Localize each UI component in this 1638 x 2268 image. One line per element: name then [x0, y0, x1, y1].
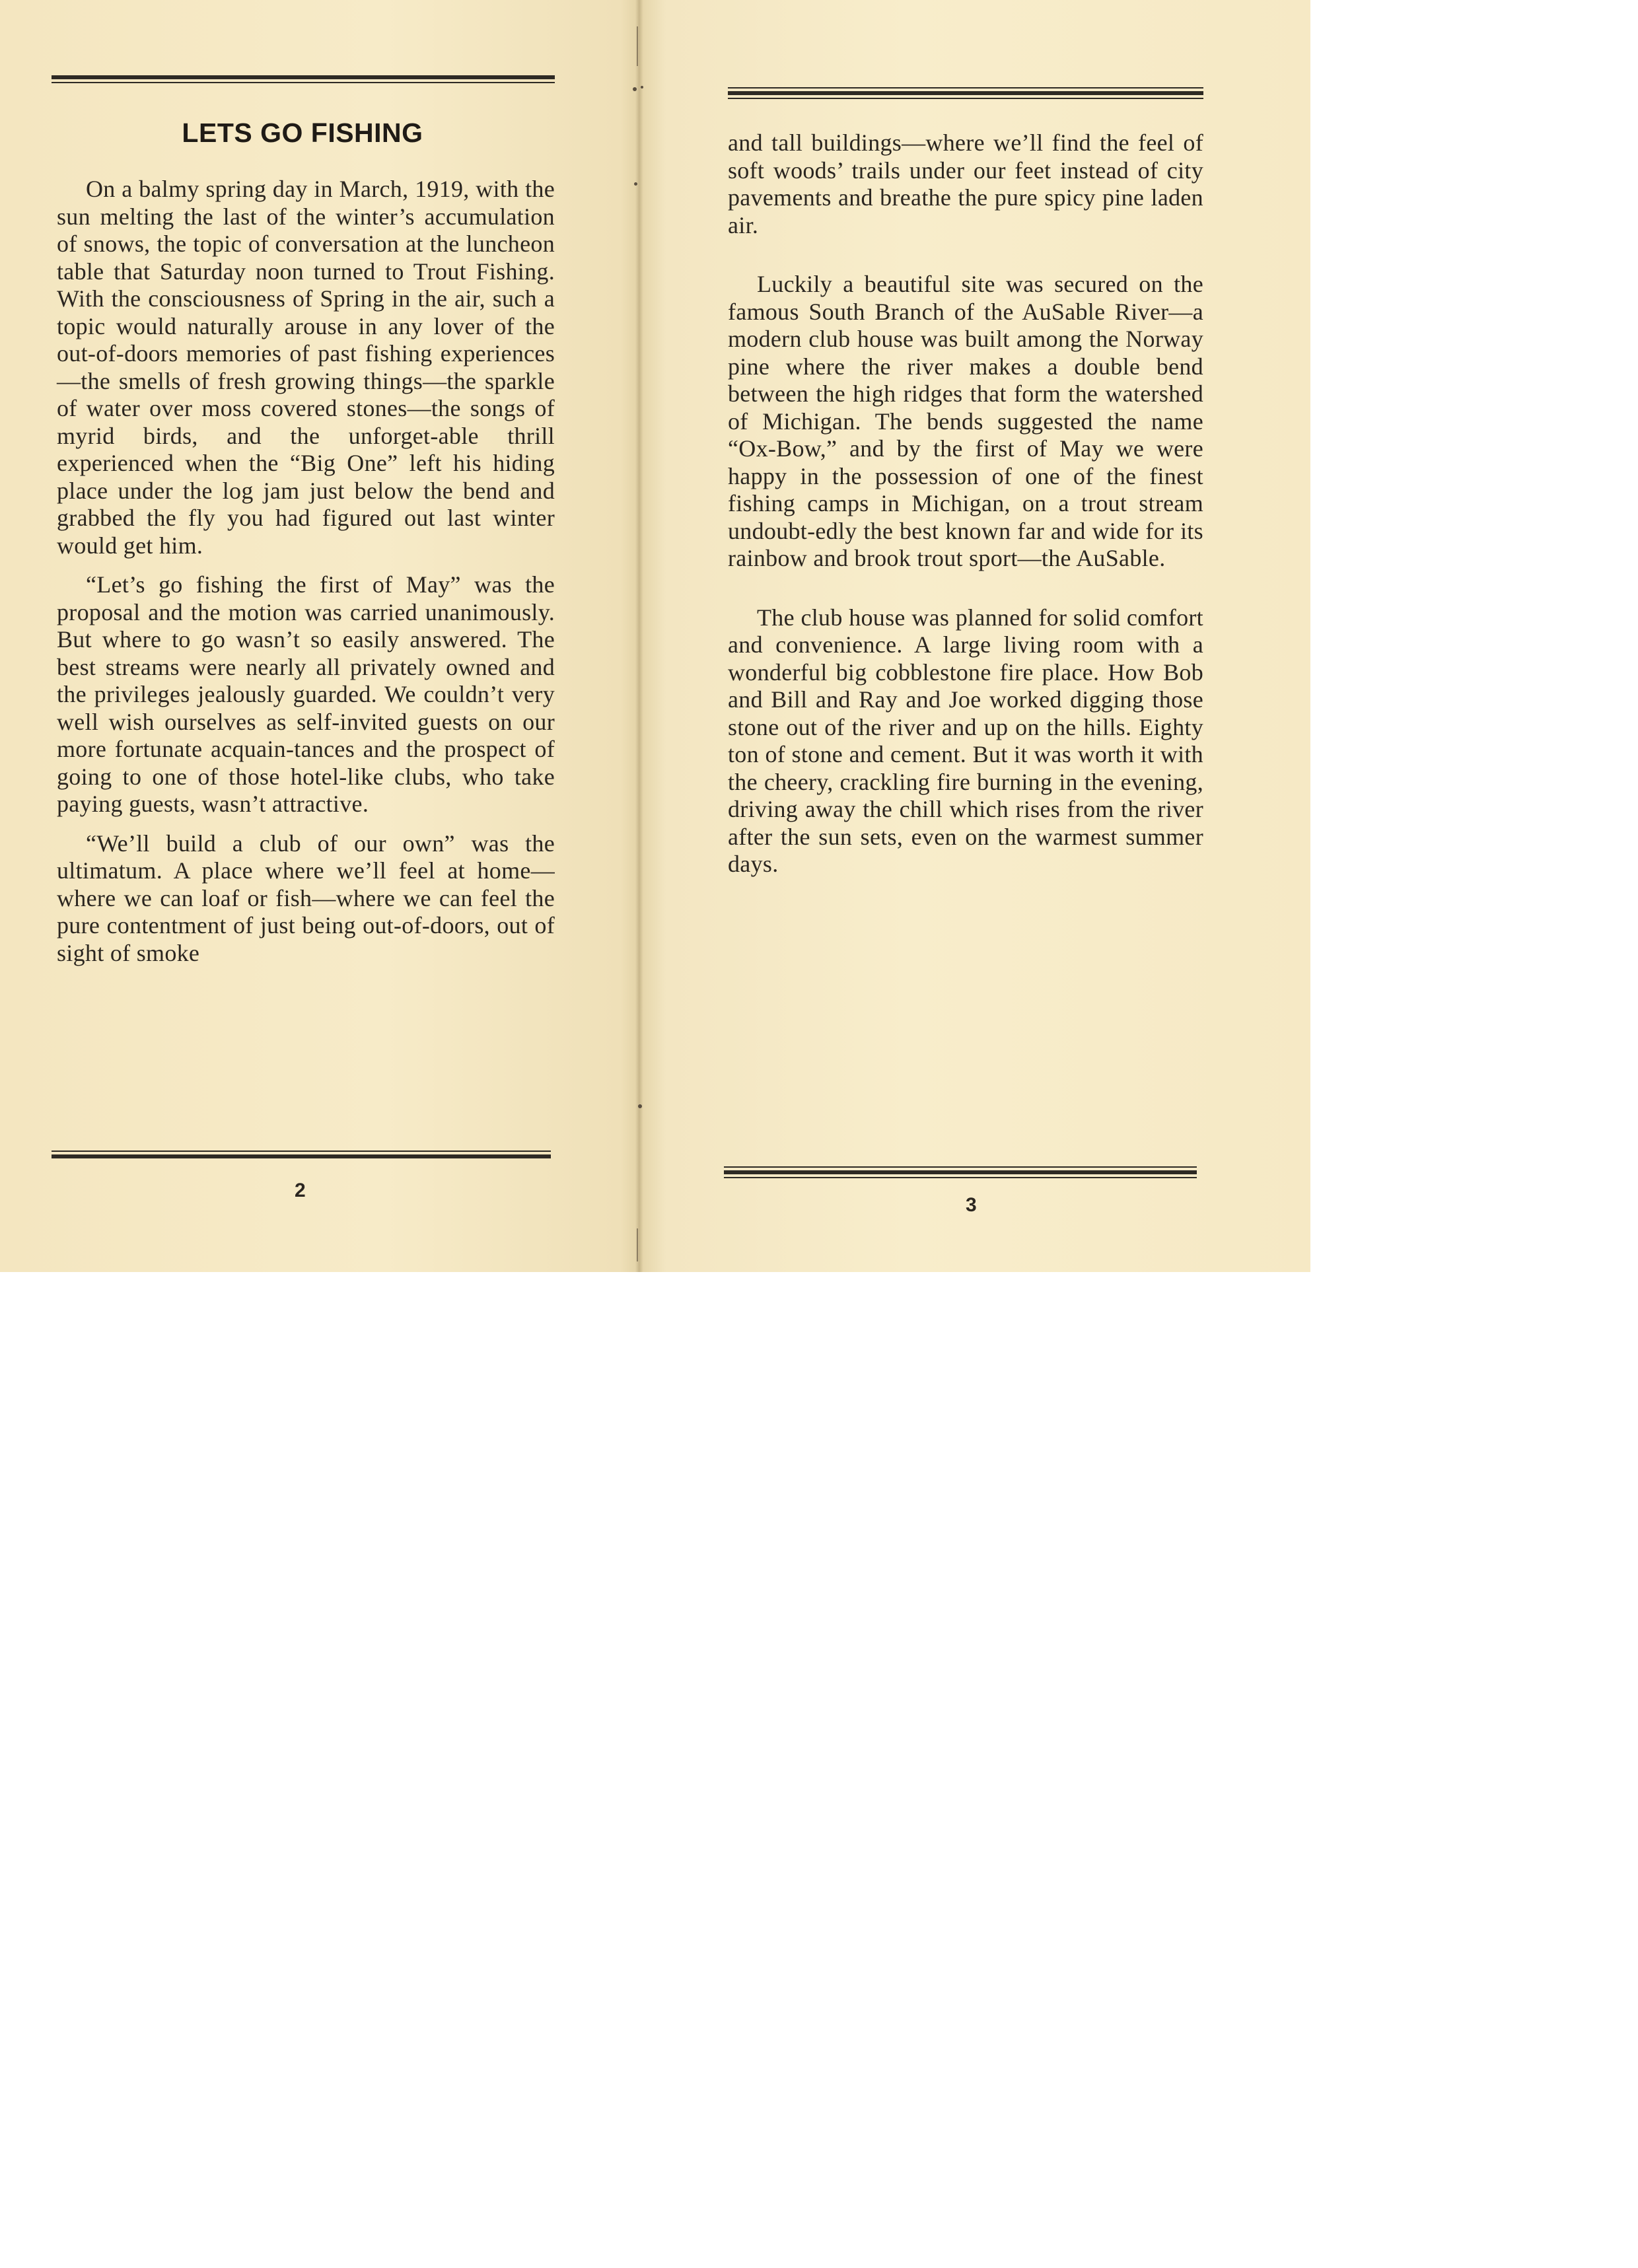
scan-speck [633, 87, 637, 91]
page-number-left: 2 [295, 1180, 306, 1201]
paragraph-4: Luckily a beautiful site was secured on the famous South Branch of the AuSable River—a modern club house was built among the Norway pine where the river makes a double bend between the high ridges that form the watershed of Michigan. The bends suggested the name “Ox-Bow,” and by the first of May we were happy in the possession of one of the finest fishing camps in Michigan, on a trout stream undoubt-edly the best known far and wide for its rainbow and brook trout sport—the AuSable. [728, 271, 1203, 571]
paragraph-1: On a balmy spring day in March, 1919, with the sun melting the last of the winter’s accumulation of snows, the topic of conversation at the luncheon table that Saturday noon turned to Trout Fishing. With the consciousness of Spring in the air, such a topic would naturally arouse in any lover of the out-of-doors memories of past fishing experiences—the smells of fresh growing things—the sparkle of water over moss covered stones—the songs of myrid birds, and the unforget-able thrill experienced when the “Big One” left his hiding place under the log jam just below the bend and grabbed the fly you had figured out last winter would get him. [57, 176, 555, 559]
staple-mark [637, 26, 638, 66]
right-page-body [728, 129, 1203, 878]
page-number-right: 3 [966, 1194, 977, 1216]
page-title: LETS GO FISHING [182, 118, 423, 148]
left-page [0, 0, 639, 1272]
binding-gutter [635, 0, 643, 1272]
staple-mark [637, 1228, 638, 1261]
scan-speck [641, 86, 643, 89]
scan-speck [634, 182, 637, 186]
scan-speck [638, 1104, 642, 1108]
paragraph-3: “We’ll build a club of our own” was the ultimatum. A place where we’ll feel at home—where we can loaf or fish—where we can feel the pure contentment of just being out-of-doors, out of sight of smoke [57, 830, 555, 966]
left-page-body [57, 176, 555, 967]
paragraph-5: The club house was planned for solid comfort and convenience. A large living room with a wonderful big cobblestone fire place. How Bob and Bill and Ray and Joe worked digging those stone out of the river and up on the hills. Eighty ton of stone and cement. But it was worth it with the cheery, crackling fire burning in the evening, driving away the chill which rises from the river after the sun sets, even on the warmest summer days. [728, 604, 1203, 877]
booklet-spread [0, 0, 1310, 1272]
paragraph-continued: and tall buildings—where we’ll find the feel of soft woods’ trails under our feet instead of city pavements and breathe the pure spicy pine laden air. [728, 129, 1203, 238]
right-page [639, 0, 1310, 1272]
paragraph-2: “Let’s go fishing the first of May” was the proposal and the motion was carried unanimously. But where to go wasn’t so easily answered. The best streams were nearly all privately owned and the privileges jealously guarded. We couldn’t very well wish ourselves as self-invited guests on our more fortunate acquain-tances and the prospect of going to one of those hotel-like clubs, who take paying guests, wasn’t attractive. [57, 571, 555, 817]
